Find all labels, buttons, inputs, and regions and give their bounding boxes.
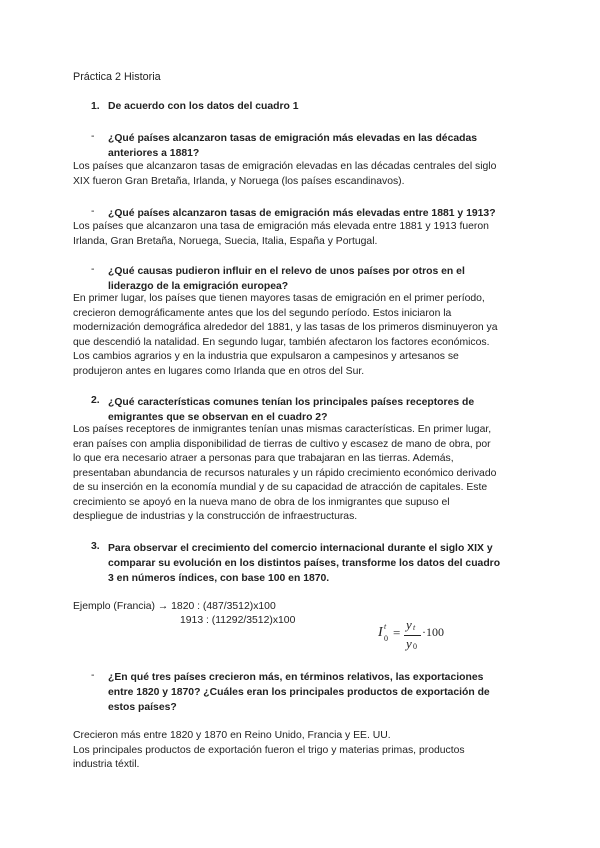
- bullet-dash: -: [91, 670, 95, 681]
- section-2-number: 2.: [91, 395, 100, 406]
- formula-numerator-sub: t: [413, 623, 416, 632]
- formula-lhs-sub: 0: [384, 634, 388, 643]
- answer-2: Los países receptores de inmigrantes tenían unas mismas características. En primer lugar, eran países con amplia disponibilidad de tierras de cultivo y escasez de mano de obra, por lo que era necesario atraer a personas para que trabajaran en las tierras. Además, presentaban abundancia de recursos naturales y un rápido crecimiento económico derivado de su inserción en la economía mundial y de su capacidad de atracción de capitales. Este crecimiento se apoyó en la nueva mano de obra de los inmigrantes que supuso el despliegue de industrias y la construcción de infraestructuras.: [73, 424, 497, 522]
- question-1-3: ¿Qué causas pudieron influir en el relevo de unos países por otros en el liderazgo de la emigración europea?: [108, 266, 465, 292]
- example-line-2: 1913 : (11292/3512)x100: [180, 615, 296, 626]
- answer-1-2: Los países que alcanzaron una tasa de emigración más elevada entre 1881 y 1913 fueron Irlanda, Gran Bretaña, Noruega, Suecia, Italia, España y Portugal.: [73, 221, 489, 247]
- bullet-dash: -: [91, 206, 95, 217]
- formula-factor: ·100: [422, 625, 444, 639]
- answer-1-3: En primer lugar, los países que tienen mayores tasas de emigración en el primer período, crecieron demográficamente antes que los del segundo período. Estos iniciaron la modernización demográfica alrededor del 1881, y las tasas de los primeros disminuyeron ya que descendió la natalidad. En segundo lugar, también afectaron los factores económicos. Los cambios agrarios y en la industria que expulsaron a campesinos y artesanos se produjeron antes en lugares como Irlanda que en otros del Sur.: [73, 293, 498, 377]
- index-formula: [375, 617, 450, 655]
- answer-1-1: Los países que alcanzaron tasas de emigración elevadas en las décadas centrales del siglo XIX fueron Gran Bretaña, Irlanda, y Noruega (los países escandinavos).: [73, 161, 497, 187]
- bullet-dash: -: [91, 264, 95, 275]
- question-1-2: ¿Qué países alcanzaron tasas de emigración más elevadas entre 1881 y 1913?: [108, 208, 496, 219]
- formula-lhs-sup: t: [384, 622, 387, 631]
- example-line-1: Ejemplo (Francia) → 1820 : (487/3512)x100: [73, 601, 276, 612]
- section-3-number: 3.: [91, 541, 100, 552]
- question-2: ¿Qué características comunes tenían los principales países receptores de emigrantes que se observan en el cuadro 2?: [108, 397, 475, 423]
- question-3-1: ¿En qué tres países crecieron más, en términos relativos, las exportaciones entre 1820 y 1870? ¿Cuáles eran los principales productos de exportación de estos países?: [108, 672, 490, 713]
- formula-denominator: y: [406, 636, 412, 651]
- formula-denominator-sub: 0: [413, 642, 417, 651]
- formula-numerator: y: [406, 617, 412, 632]
- answer-3-1: Crecieron más entre 1820 y 1870 en Reino Unido, Francia y EE. UU. Los principales productos de exportación fueron el trigo y materias primas, productos industria téxtil.: [73, 730, 465, 770]
- section-1-heading: De acuerdo con los datos del cuadro 1: [108, 101, 299, 112]
- formula-equals: =: [393, 625, 401, 640]
- document-title: Práctica 2 Historia: [73, 71, 161, 83]
- formula-lhs: I: [378, 625, 383, 640]
- section-1-number: 1.: [91, 101, 100, 112]
- question-3: Para observar el crecimiento del comercio internacional durante el siglo XIX y comparar su evolución en los distintos países, transforme los datos del cuadro 3 en números índices, con base 100 en 1870.: [108, 543, 501, 584]
- bullet-dash: -: [91, 131, 95, 142]
- question-1-1: ¿Qué países alcanzaron tasas de emigración más elevadas en las décadas anteriores a 1881?: [108, 133, 478, 159]
